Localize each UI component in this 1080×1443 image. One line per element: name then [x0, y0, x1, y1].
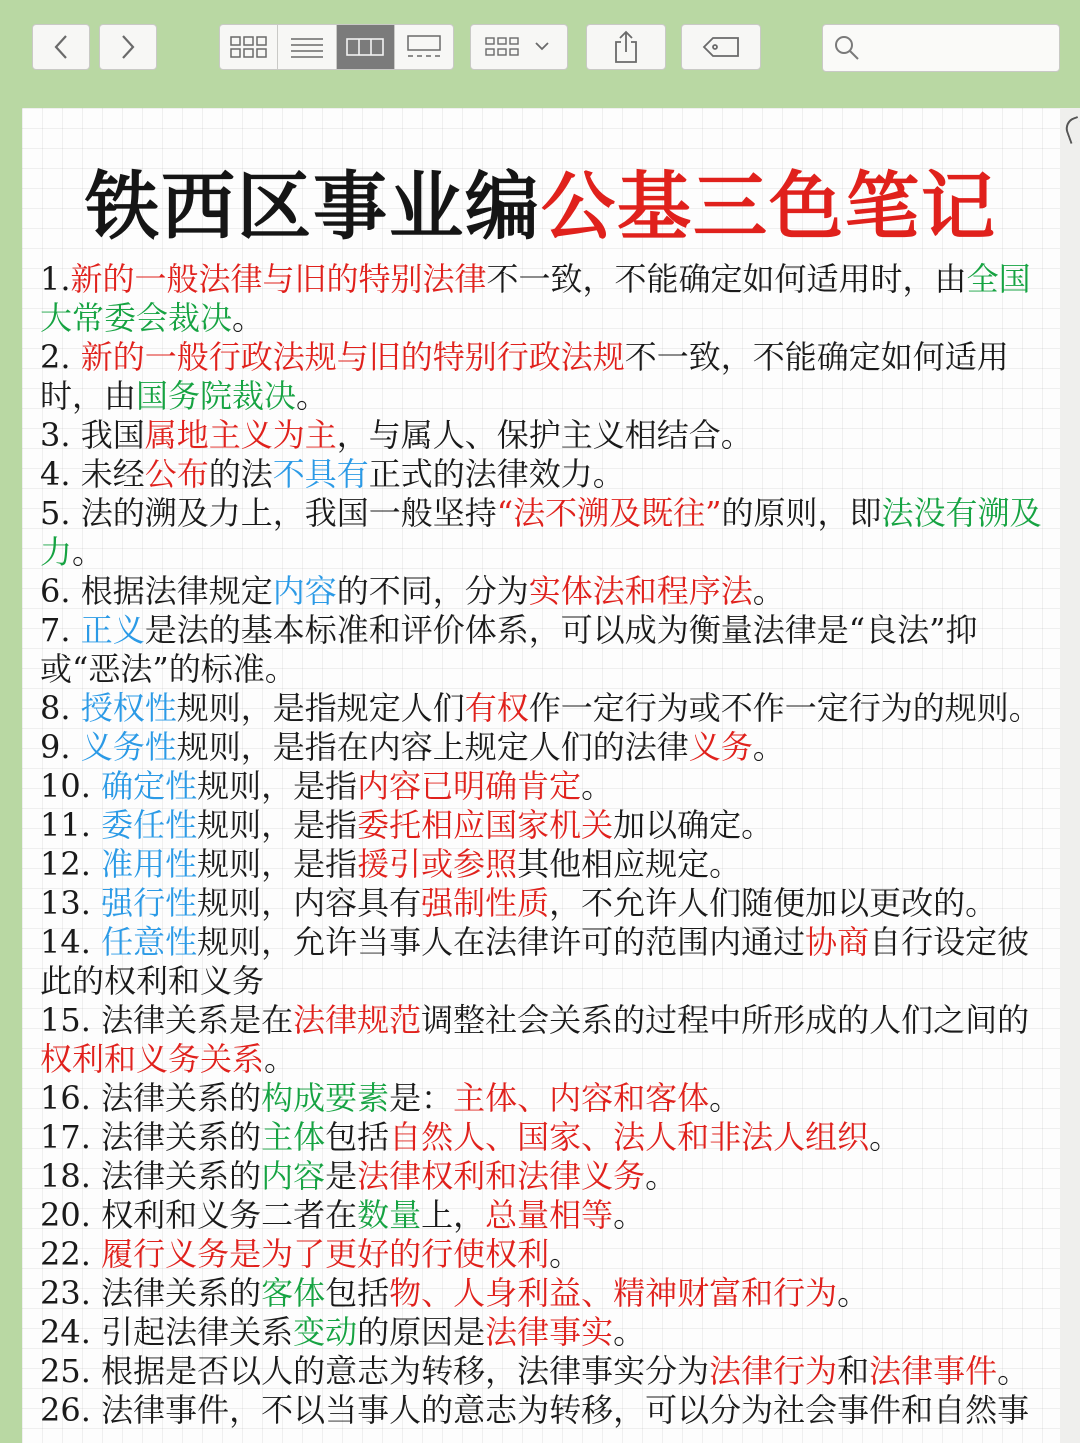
note-line: [40, 416, 1050, 455]
highlighted-text: 任意性: [101, 923, 198, 961]
note-line: [40, 572, 1050, 611]
search-icon: [833, 34, 861, 62]
highlighted-text: 新的一般行政法规与旧的特别行政法规: [80, 338, 625, 376]
note-text: 3. 我国: [40, 416, 145, 454]
highlighted-text: 数量: [357, 1196, 422, 1234]
highlighted-text: 法律行为: [709, 1352, 838, 1390]
note-text: 。: [752, 572, 785, 610]
note-text: 。: [613, 1196, 646, 1234]
note-line: [40, 1274, 1050, 1313]
note-line: [40, 923, 1050, 1001]
note-text: 的法: [208, 455, 273, 493]
note-text: 18. 法律关系的: [40, 1157, 262, 1195]
note-text: 上，: [421, 1196, 486, 1234]
note-text: ，与属人、保护主义相结合。: [336, 416, 753, 454]
toolbar: [0, 0, 1080, 108]
grid-dropdown-icon: [484, 34, 554, 60]
note-text: 。: [869, 1118, 902, 1156]
note-text: 。: [232, 299, 265, 337]
note-text: 规则，内容具有: [197, 884, 422, 922]
title-black-part: 铁西区事业编: [85, 164, 541, 250]
note-text: 5. 法的溯及力上，我国一般坚持: [40, 494, 497, 532]
grid-icon: [229, 34, 269, 60]
highlighted-text: 物、人身利益、精神财富和行为: [389, 1274, 838, 1312]
highlighted-text: 义务: [688, 728, 753, 766]
highlighted-text: 协商: [805, 923, 870, 961]
note-line: [40, 1118, 1050, 1157]
group-by-dropdown[interactable]: [470, 24, 568, 70]
forward-button[interactable]: [99, 24, 157, 70]
chevron-right-icon: [118, 33, 138, 61]
highlighted-text: 法律事件: [869, 1352, 998, 1390]
note-line: [40, 338, 1050, 416]
view-gallery-button[interactable]: [395, 25, 453, 69]
highlighted-text: 内容: [272, 572, 337, 610]
highlighted-text: 自然人、国家、法人和非法人组织: [389, 1118, 870, 1156]
note-text: ，不允许人们随便加以更改的。: [549, 884, 998, 922]
highlighted-text: 法律权利和法律义务: [357, 1157, 646, 1195]
highlighted-text: 义务性: [80, 728, 177, 766]
note-text: 不一致，不能确定如何适用时，由: [40, 338, 1009, 415]
note-text: 9.: [40, 728, 81, 766]
highlighted-text: 法律规范: [293, 1001, 422, 1039]
note-text: 是：: [389, 1079, 454, 1117]
search-input[interactable]: [867, 36, 1051, 61]
note-text: 23. 法律关系的: [40, 1274, 262, 1312]
note-text: 规则，是指规定人们: [176, 689, 465, 727]
note-line: [40, 1235, 1050, 1274]
note-text: 不一致，不能确定如何适用时，由: [486, 260, 967, 298]
note-text: 2.: [40, 338, 81, 376]
note-title: [22, 148, 1060, 254]
note-line: [40, 728, 1050, 767]
highlighted-text: 准用性: [101, 845, 198, 883]
note-text: 15. 法律关系是在: [40, 1001, 294, 1039]
note-text: 8.: [40, 689, 81, 727]
highlighted-text: 委托相应国家机关: [357, 806, 614, 844]
note-text: 的原则，即: [721, 494, 882, 532]
note-text: 调整社会关系的过程中所形成的人们之间的: [421, 1001, 1030, 1039]
highlighted-text: 主体: [261, 1118, 326, 1156]
note-line: [40, 1391, 1050, 1430]
note-text: 包括: [325, 1274, 390, 1312]
highlighted-text: 法没有溯及力: [40, 494, 1042, 571]
highlighted-text: 内容已明确肯定: [357, 767, 582, 805]
note-text: 。: [752, 728, 785, 766]
note-text: 的原因是: [357, 1313, 486, 1351]
highlighted-text: 内容: [261, 1157, 326, 1195]
highlighted-text: 构成要素: [261, 1079, 390, 1117]
highlighted-text: 公布: [144, 455, 209, 493]
note-line: [40, 845, 1050, 884]
note-text: 17. 法律关系的: [40, 1118, 262, 1156]
highlighted-text: 权利和义务关系: [40, 1040, 265, 1078]
note-line: [40, 1079, 1050, 1118]
highlighted-text: 履行义务是为了更好的行使权利: [101, 1235, 550, 1273]
note-text: 11.: [40, 806, 102, 844]
highlighted-text: 实体法和程序法: [528, 572, 753, 610]
note-line: [40, 1196, 1050, 1235]
note-text: 。: [549, 1235, 582, 1273]
highlighted-text: 援引或参照: [357, 845, 518, 883]
highlighted-text: 委任性: [101, 806, 198, 844]
gallery-icon: [404, 34, 444, 60]
note-text: 作一定行为或不作一定行为的规则。: [528, 689, 1041, 727]
note-text: 。: [645, 1157, 678, 1195]
list-icon: [290, 35, 324, 59]
note-text: 。: [296, 377, 329, 415]
note-line: [40, 260, 1050, 338]
share-icon: [612, 30, 640, 64]
note-line: [40, 455, 1050, 494]
note-line: [40, 1157, 1050, 1196]
note-text: 其他相应规定。: [517, 845, 742, 883]
note-text: 是法的基本标准和评价体系，可以成为衡量法律是“良法”抑或“恶法”的标准。: [40, 611, 978, 688]
note-text: 加以确定。: [613, 806, 774, 844]
note-line: [40, 611, 1050, 689]
highlighted-text: 强制性质: [421, 884, 550, 922]
note-text: 。: [581, 767, 614, 805]
note-text: 16. 法律关系的: [40, 1079, 262, 1117]
note-text: 6. 根据法律规定: [40, 572, 273, 610]
note-text: 规则，允许当事人在法律许可的范围内通过: [197, 923, 806, 961]
highlighted-text: 主体、内容和客体: [453, 1079, 710, 1117]
note-text: 规则，是指: [197, 845, 358, 883]
note-line: [40, 1313, 1050, 1352]
note-text: 的不同，分为: [336, 572, 529, 610]
note-text: 20. 权利和义务二者在: [40, 1196, 358, 1234]
scrollbar-track[interactable]: [1060, 108, 1080, 1443]
view-mode-segmented-control: [219, 24, 454, 70]
highlighted-text: 国务院裁决: [136, 377, 297, 415]
note-text: 。: [72, 533, 105, 571]
view-columns-button[interactable]: [337, 25, 395, 69]
title-red-part: 公基三色笔记: [541, 164, 997, 250]
note-text: 自行设定彼此的权利和义务: [40, 923, 1030, 1000]
view-list-button[interactable]: [278, 25, 336, 69]
note-line: [40, 494, 1050, 572]
highlighted-text: 总量相等: [485, 1196, 614, 1234]
tag-button[interactable]: [681, 24, 761, 70]
chevron-left-icon: [51, 33, 71, 61]
highlighted-text: 授权性: [80, 689, 177, 727]
note-text: 和: [837, 1352, 870, 1390]
note-text: 。: [264, 1040, 297, 1078]
note-text: 13.: [40, 884, 102, 922]
highlighted-text: 客体: [261, 1274, 326, 1312]
search-field[interactable]: [822, 24, 1060, 72]
note-text: 10.: [40, 767, 102, 805]
note-text: 。: [709, 1079, 742, 1117]
note-text: 规则，是指: [197, 806, 358, 844]
note-text: 。: [613, 1313, 646, 1351]
note-line: [40, 806, 1050, 845]
note-page: [22, 108, 1060, 1443]
highlighted-text: 不具有: [272, 455, 369, 493]
note-text: 是: [325, 1157, 358, 1195]
highlighted-text: 全国大常委会裁决: [40, 260, 1031, 337]
highlighted-text: 法律事实: [485, 1313, 614, 1351]
view-icons-button[interactable]: [220, 25, 278, 69]
note-line: [40, 689, 1050, 728]
notes-list: [40, 260, 1050, 1430]
tag-icon: [701, 35, 741, 59]
note-text: 规则，是指: [197, 767, 358, 805]
note-line: [40, 884, 1050, 923]
highlighted-text: “法不溯及既往”: [496, 494, 722, 532]
highlighted-text: 新的一般法律与旧的特别法律: [70, 260, 487, 298]
share-button[interactable]: [586, 24, 666, 70]
note-line: [40, 1001, 1050, 1079]
note-text: 22.: [40, 1235, 102, 1273]
note-text: 26. 法律事件，不以当事人的意志为转移，可以分为社会事件和自然事: [40, 1391, 1030, 1429]
note-text: 25. 根据是否以人的意志为转移，法律事实分为: [40, 1352, 710, 1390]
note-text: 12.: [40, 845, 102, 883]
note-text: 。: [997, 1352, 1030, 1390]
note-text: 。: [837, 1274, 870, 1312]
note-text: 1.: [40, 260, 71, 298]
note-text: 4. 未经: [40, 455, 145, 493]
highlighted-text: 确定性: [101, 767, 198, 805]
highlighted-text: 正义: [80, 611, 145, 649]
highlighted-text: 有权: [464, 689, 529, 727]
note-text: 7.: [40, 611, 81, 649]
highlighted-text: 属地主义为主: [144, 416, 337, 454]
highlighted-text: 变动: [293, 1313, 358, 1351]
note-text: 正式的法律效力。: [368, 455, 625, 493]
columns-icon: [345, 35, 385, 59]
note-line: [40, 767, 1050, 806]
note-text: 14.: [40, 923, 102, 961]
note-text: 规则，是指在内容上规定人们的法律: [176, 728, 689, 766]
note-text: 包括: [325, 1118, 390, 1156]
back-button[interactable]: [32, 24, 90, 70]
note-text: 24. 引起法律关系: [40, 1313, 294, 1351]
highlighted-text: 强行性: [101, 884, 198, 922]
note-line: [40, 1352, 1050, 1391]
